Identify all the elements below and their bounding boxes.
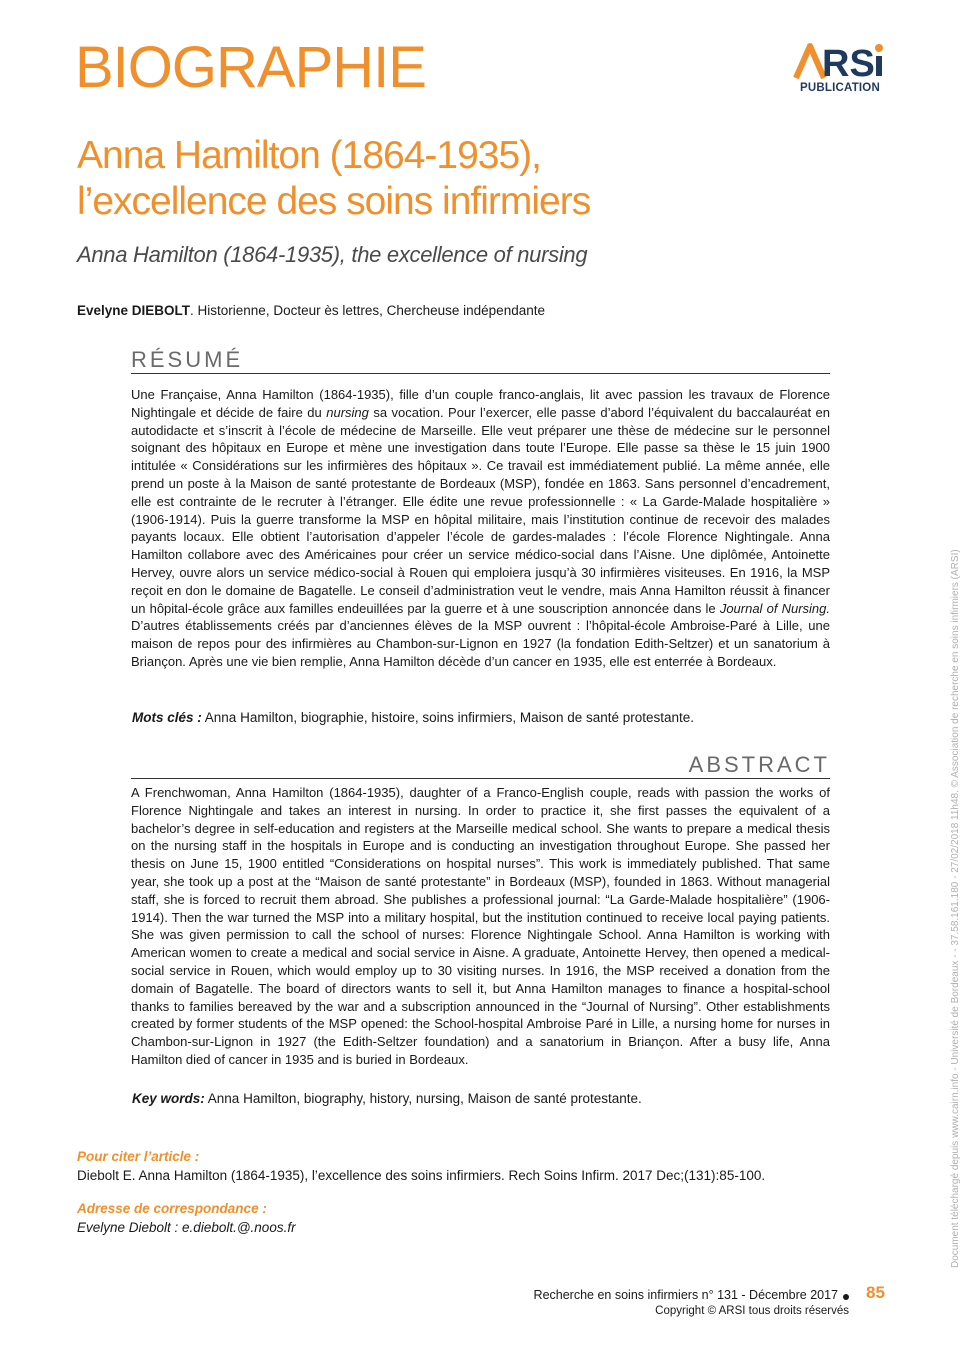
resume-italic-1: nursing (326, 404, 369, 420)
footer-copyright: Copyright © ARSI tous droits réservés (655, 1305, 849, 1317)
footer-journal: Recherche en soins infirmiers n° 131 - Décembre 2017 (533, 1288, 838, 1302)
author-line (77, 303, 545, 318)
resume-body (131, 386, 830, 671)
resume-text-3: D’autres établissements créés par d’anciennes élèves de la MSP ouvrent : l’hôpital-école Ambroise-Paré à Lille, une maison de repos pour des infirmières au Chambon-sur-Lignon en 1927 (la fondation Edith-Seltzer) et un sanatorium à Briançon. Après une vie bien remplie, Anna Hamilton décède d’un cancer en 1935, elle est enterrée à Bordeaux. (131, 618, 830, 669)
resume-text-1: Une Française, Anna Hamilton (1864-1935), fille d’un couple franco-anglais, lit avec passion les travaux de Florence Nightingale et décide de faire du (131, 387, 830, 420)
page-number: 85 (866, 1283, 885, 1302)
resume-heading: RÉSUMÉ (131, 347, 830, 374)
resume-text-2: sa vocation. Pour l’exercer, elle passe d’abord l’équivalent du baccalauréat en autodidacte et s’inscrit à l’école de médecine de Marseille. Elle veut préparer une thèse de médecine sur le personnel soignant des hôpitaux en Europe et mène une investigation dans toute l’Europe. Elle passe sa thèse le 15 juin 1900 intitulée « Considérations sur les infirmières des hôpitaux ». Ce travail est immédiatement publié. La même année, elle prend un poste à la Maison de santé protestante de Bordeaux (MSP), fondée en 1863. Sans personnel d’encadrement, elle est contrainte de le recruter à l’étranger. Elle édite une revue professionnelle : « La Garde-Malade hospitalière » (1906-1914). Puis la guerre transforme la MSP en hôpital militaire, mais l’institution continue de recevoir des malades payants locaux. Elle obtient l’autorisation d’appeler l’école de gardes-malades : l’école Florence Nightingale. Anna Hamilton collabore avec des Américaines pour créer un service médico-social dans l’Aisne. Une diplômée, Antoinette Hervey, ouvre alors un service médico-social à Rouen qui emploiera jusqu’à 30 infirmières visiteuses. En 1916, la MSP reçoit en don le domaine de Bagatelle. Le conseil d’administration veut le vendre, mais Anna Hamilton réussit à financer un hôpital-école grâce aux familles endeuillées par la guerre et à une souscription annoncée dans le (131, 404, 830, 616)
citation-text: Diebolt E. Anna Hamilton (1864-1935), l’excellence des soins infirmiers. Rech Soins Infirm. 2017 Dec;(131):85-100. (77, 1168, 766, 1183)
citation-label: Pour citer l’article : (77, 1149, 200, 1164)
author-description: . Historienne, Docteur ès lettres, Chercheuse indépendante (190, 303, 545, 318)
section-label: BIOGRAPHIE (75, 35, 426, 100)
correspondence-label: Adresse de correspondance : (77, 1201, 267, 1216)
title-line-2: l’excellence des soins infirmiers (77, 180, 591, 223)
correspondence-text: Evelyne Diebolt : e.diebolt.@.noos.fr (77, 1220, 296, 1235)
abstract-body: A Frenchwoman, Anna Hamilton (1864-1935), daughter of a Franco-English couple, reads with passion the works of Florence Nightingale and takes an interest in nursing. In order to practice it, she first passes the equivalent of a bachelor’s degree in self-education and registers at the Marseille medical school. She wants to prepare a medical thesis on the nursing staff in the hospitals in Europe and is conducting an investigation throughout Europe. She passed her thesis on June 15, 1900 entitled “Considerations on hospital nurses”. This work is immediately published. That same year, she took up a post at the “Maison de santé protestante” in Bordeaux (MSP), founded in 1863. Without managerial staff, she is forced to recruit them abroad. She publishes a professional journal: “La Garde-Malade hospitalière” (1906-1914). Then the war turned the MSP into a military hospital, but the institution continued to receive local paying patients. She was given permission to call the school of nurses: Florence Nightingale School. Anna Hamilton is working with American women to create a medical and social service in Aisne. A graduate, Antoinette Hervey, then opened a medical-social service in Rouen, which would employ up to 30 visiting nurses. In 1916, the MSP received a donation from the domain of Bagatelle. The board of directors wants to sell it, but Anna Hamilton manages to finance a hospital-school thanks to families bereaved by the war and a subscription announced in the “Journal of Nursing”. Other establishments created by former students of the MSP opened: the School-hospital Ambroise Paré in Lille, a nursing home for nurses in Chambon-sur-Lignon in 1927 (the Edith-Seltzer foundation) and a sanatorium in Briançon. After a busy life, Anna Hamilton died of cancer in 1935 and is buried in Bordeaux. (131, 785, 830, 1067)
resume-keywords-text: Anna Hamilton, biographie, histoire, soins infirmiers, Maison de santé protestante. (201, 710, 695, 725)
arsi-logo (792, 40, 892, 100)
abstract-heading: ABSTRACT (131, 752, 830, 779)
article-subtitle: Anna Hamilton (1864-1935), the excellence of nursing (77, 242, 588, 267)
abstract-keywords (132, 1091, 642, 1106)
footer-bullet (843, 1294, 849, 1300)
svg-text:RS: RS (822, 43, 875, 80)
abstract-keywords-text: Anna Hamilton, biography, history, nursing, Maison de santé protestante. (204, 1091, 642, 1106)
title-line-1: Anna Hamilton (1864-1935), (77, 134, 541, 177)
download-watermark: Document téléchargé depuis www.cairn.info - Université de Bordeaux - - 37.58.161.180 - 27/02/2018 11h48. © Association de recherche en soins infirmiers (ARSI) (950, 549, 961, 1268)
author-name: Evelyne DIEBOLT (77, 303, 191, 318)
resume-keywords-label: Mots clés : (132, 710, 202, 725)
resume-italic-2: Journal of Nursing. (719, 600, 830, 616)
resume-keywords (132, 710, 694, 725)
abstract-keywords-label: Key words: (132, 1091, 205, 1106)
article-title (77, 133, 777, 225)
logo-subtitle: PUBLICATION (800, 82, 880, 94)
arsi-logo-mark (792, 40, 892, 80)
